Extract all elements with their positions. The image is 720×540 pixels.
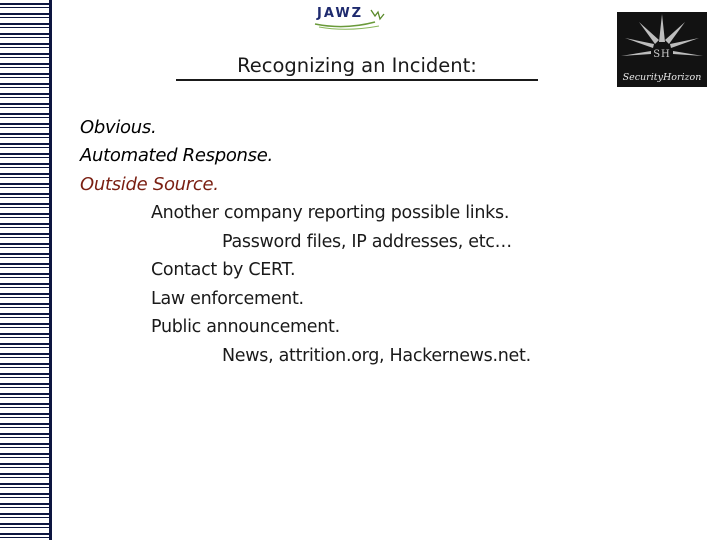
sub-sub-bullet-password-files: Password files, IP addresses, etc… — [222, 232, 512, 252]
sub-bullet-law-enforcement: Law enforcement. — [151, 289, 304, 309]
decorative-stripe-border — [0, 0, 52, 540]
bullet-obvious: Obvious. — [80, 117, 157, 138]
sub-sub-bullet-news-sites: News, attrition.org, Hackernews.net. — [222, 346, 531, 366]
sub-bullet-another-company: Another company reporting possible links. — [151, 203, 510, 223]
jawz-logo — [305, 4, 390, 34]
security-horizon-monogram: SH — [653, 49, 671, 60]
slide-title: Recognizing an Incident: — [176, 54, 538, 81]
sub-bullet-public-announcement: Public announcement. — [151, 317, 340, 337]
security-horizon-text: SecurityHorizon — [622, 72, 702, 83]
jawz-logo-text: JAWZ — [317, 6, 364, 21]
bullet-outside-source: Outside Source. — [80, 174, 219, 195]
jawz-logo-mark — [305, 4, 390, 34]
sub-bullet-contact-cert: Contact by CERT. — [151, 260, 296, 280]
security-horizon-logo — [617, 12, 707, 87]
bullet-automated-response: Automated Response. — [80, 145, 273, 166]
